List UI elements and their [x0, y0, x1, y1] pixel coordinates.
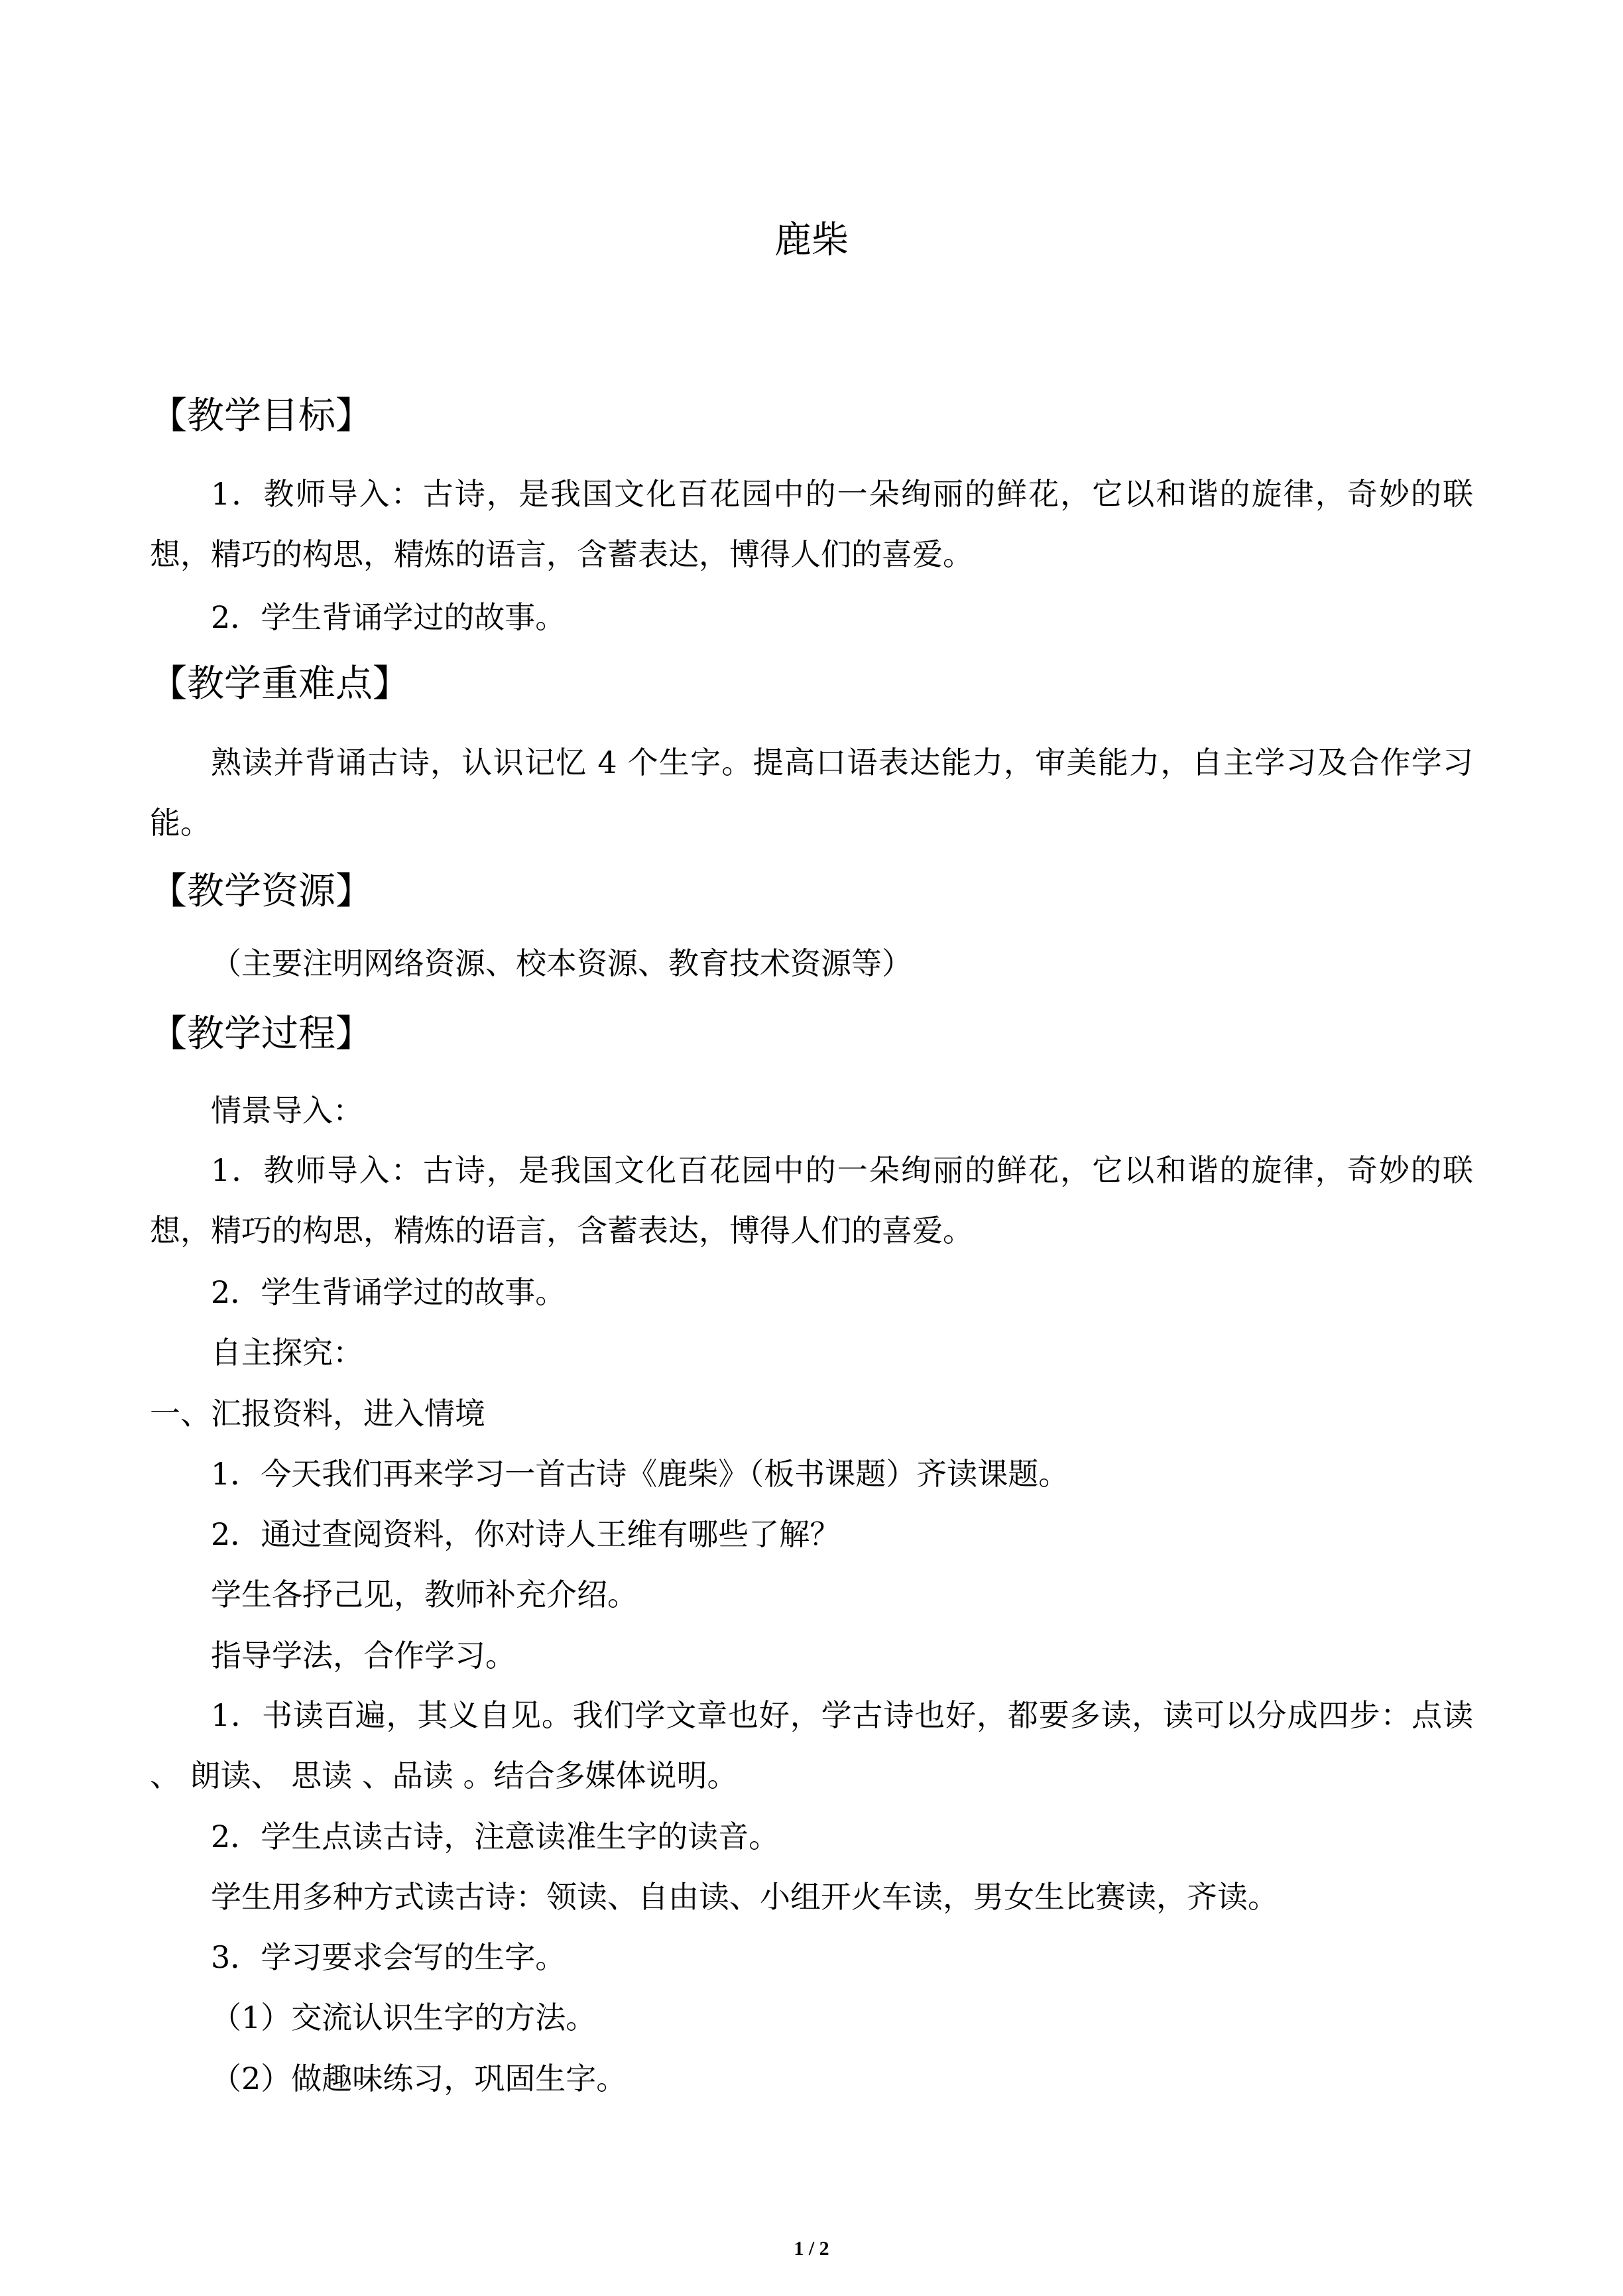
page-number: 1 / 2 [794, 2238, 829, 2260]
goals-paragraph-1: 1．教师导入：古诗，是我国文化百花园中的一朵绚丽的鲜花，它以和谐的旋律，奇妙的联想，精巧的构思，精炼的语言，含蓄表达，博得人们的喜爱。 [150, 476, 1473, 572]
section-heading-resources: 【教学资源】 [150, 870, 373, 913]
process-paragraph-7: 1．书读百遍，其义自见。我们学文章也好，学古诗也好，都要多读，读可以分成四步：点读 、 朗读、 思读 、品读 。结合多媒体说明。 [150, 1697, 1473, 1793]
section-heading-process: 【教学过程】 [150, 1012, 373, 1056]
process-paragraph-1: 1．教师导入：古诗，是我国文化百花园中的一朵绚丽的鲜花，它以和谐的旋律，奇妙的联想，精巧的构思，精炼的语言，含蓄表达，博得人们的喜爱。 [150, 1152, 1473, 1248]
process-part1-title: 一、汇报资料，进入情境 [150, 1396, 485, 1431]
process-paragraph-6: 指导学法，合作学习。 [211, 1638, 516, 1673]
process-paragraph-2: 2．学生背诵学过的故事。 [211, 1274, 566, 1310]
process-paragraph-11: （1）交流认识生字的方法。 [211, 2000, 597, 2035]
goals-paragraph-2: 2．学生背诵学过的故事。 [211, 599, 566, 635]
process-paragraph-5: 学生各抒己见，教师补充介绍。 [211, 1577, 638, 1612]
process-explore-label: 自主探究： [211, 1335, 363, 1370]
section-heading-key-points: 【教学重难点】 [150, 662, 410, 705]
resources-paragraph: （主要注明网络资源、校本资源、教育技术资源等） [211, 945, 912, 981]
section-heading-goals: 【教学目标】 [150, 394, 373, 438]
process-paragraph-3: 1．今天我们再来学习一首古诗《鹿柴》（板书课题）齐读课题。 [211, 1456, 1069, 1492]
process-paragraph-10: 3．学习要求会写的生字。 [211, 1939, 566, 1975]
process-paragraph-9: 学生用多种方式读古诗：领读、自由读、小组开火车读，男女生比赛读，齐读。 [211, 1879, 1278, 1915]
process-paragraph-12: （2）做趣味练习，巩固生字。 [211, 2061, 627, 2096]
document-title: 鹿柴 [774, 219, 849, 262]
key-points-paragraph: 熟读并背诵古诗，认识记忆 4 个生字。提高口语表达能力，审美能力，自主学习及合作学习能。 [150, 745, 1473, 841]
process-paragraph-8: 2．学生点读古诗，注意读准生字的读音。 [211, 1819, 780, 1854]
process-intro-label: 情景导入： [211, 1093, 363, 1128]
process-paragraph-4: 2．通过查阅资料，你对诗人王维有哪些了解？ [211, 1516, 841, 1552]
